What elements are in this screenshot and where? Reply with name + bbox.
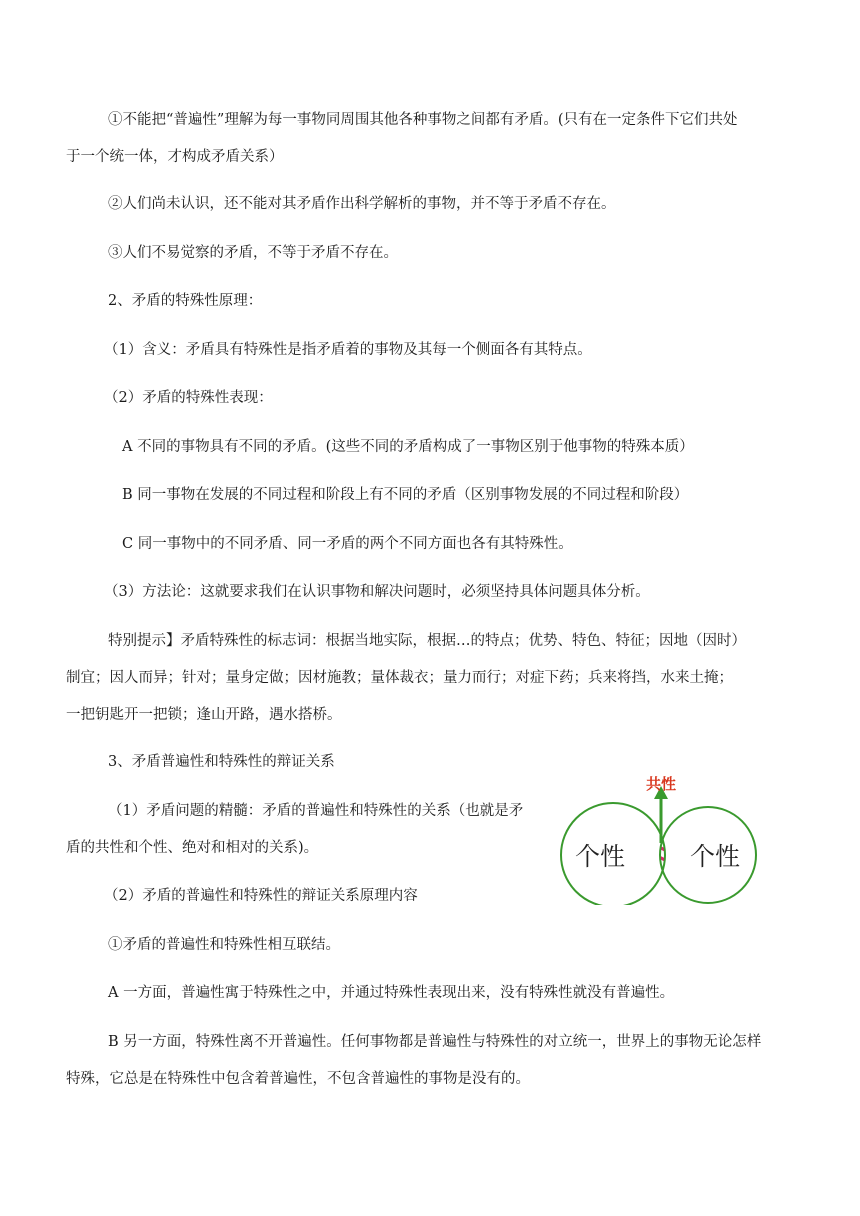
para-1-line-2: 于一个统一体，才构成矛盾关系） [66,149,284,165]
sub-3: （3）方法论：这就要求我们在认识事物和解决问题时，必须坚持具体问题具体分析。 [104,584,650,600]
top-label: 共性 [645,775,677,793]
item-c: C 同一事物中的不同矛盾、同一矛盾的两个不同方面也各有其特殊性。 [122,536,573,552]
rel-1-line-2: 盾的共性和个性、绝对和相对的关系)。 [66,840,319,856]
sub-2: （2）矛盾的特殊性表现： [104,390,273,406]
tip-line-1: 特别提示】矛盾特殊性的标志词：根据当地实际，根据…的特点；优势、特色、特征；因地（因时） [108,633,746,649]
tip-line-3: 一把钥匙开一把锁；逢山开路，遇水搭桥。 [66,707,342,723]
para-3: ③人们不易觉察的矛盾，不等于矛盾不存在。 [108,245,398,261]
rel-a: A 一方面，普遍性寓于特殊性之中，并通过特殊性表现出来，没有特殊性就没有普遍性。 [108,985,675,1001]
rel-2: （2）矛盾的普遍性和特殊性的辩证关系原理内容 [104,888,418,904]
rel-b-line-2: 特殊，它总是在特殊性中包含着普遍性，不包含普遍性的事物是没有的。 [66,1071,530,1087]
rel-3: ①矛盾的普遍性和特殊性相互联结。 [108,937,340,953]
rel-1-line-1: （1）矛盾问题的精髓：矛盾的普遍性和特殊性的关系（也就是矛 [108,803,524,819]
hatch-line [635,865,687,891]
item-b: B 同一事物在发展的不同过程和阶段上有不同的矛盾（区别事物发展的不同过程和阶段） [122,487,689,503]
heading-2: 2、矛盾的特殊性原理： [108,293,263,309]
rel-b-line-1: B 另一方面，特殊性离不开普遍性。任何事物都是普遍性与特殊性的对立统一，世界上的事物无论怎样 [108,1034,762,1050]
sub-1: （1）含义：矛盾具有特殊性是指矛盾着的事物及其每一个侧面各有其特点。 [104,342,592,358]
venn-diagram [555,775,765,905]
heading-3: 3、矛盾普遍性和特殊性的辩证关系 [108,754,335,770]
para-2: ②人们尚未认识，还不能对其矛盾作出科学解析的事物，并不等于矛盾不存在。 [108,196,616,212]
hatch-line [635,885,687,905]
right-label: 个性 [689,842,741,871]
left-label: 个性 [574,842,626,871]
tip-line-2: 制宜；因人而异；针对；量身定做；因材施教；量体裁衣；量力而行；对症下药；兵来将挡，水来土掩； [66,670,733,686]
para-1-line-1: ①不能把“普遍性”理解为每一事物同周围其他各种事物之间都有矛盾。(只有在一定条件下它们共处 [108,112,738,128]
item-a: A 不同的事物具有不同的矛盾。(这些不同的矛盾构成了一事物区别于他事物的特殊本质） [122,439,694,455]
